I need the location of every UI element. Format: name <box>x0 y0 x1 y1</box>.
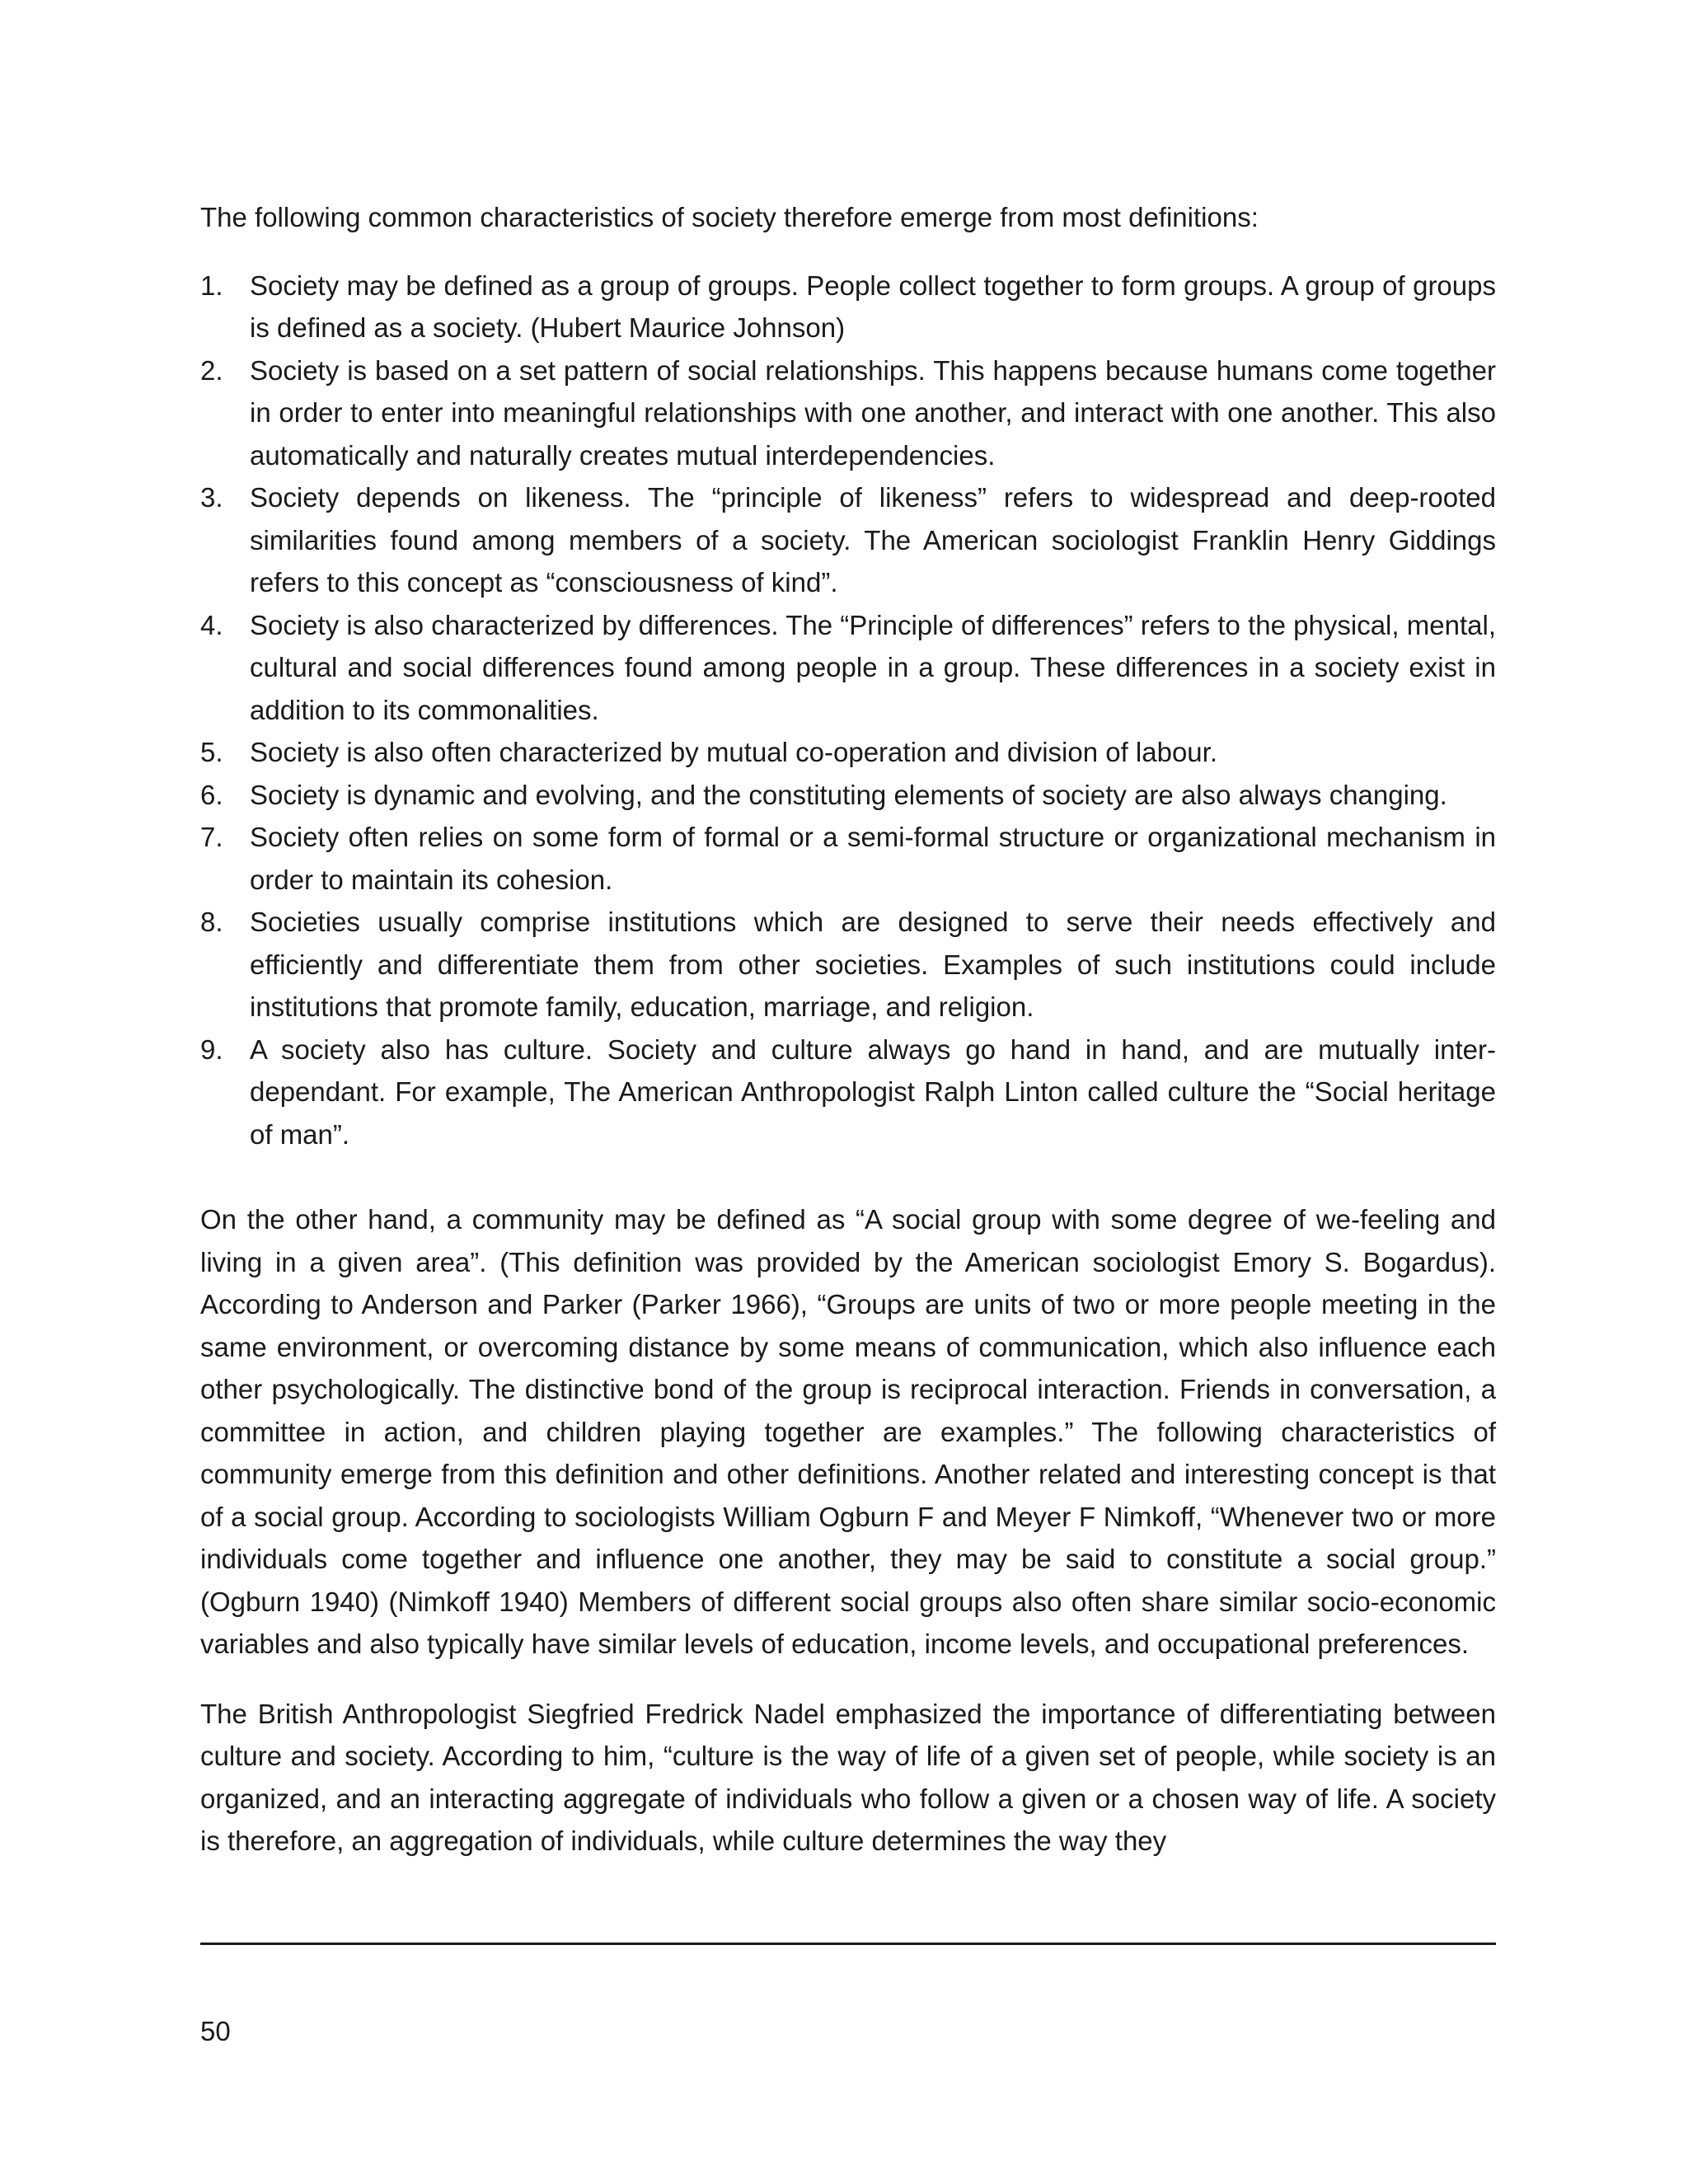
list-item-text: Society is also often characterized by mutual co-operation and division of labour. <box>250 737 1217 767</box>
list-item-number: 9. <box>200 1033 223 1065</box>
list-item <box>200 604 1496 732</box>
intro-paragraph: The following common characteristics of society therefore emerge from most definitions: <box>200 202 1259 232</box>
nadel-paragraph: The British Anthropologist Siegfried Fredrick Nadel emphasized the importance of differentiating between culture and society. According to him, “culture is the way of life of a given set of people, while society is an organized, and an interacting aggregate of individuals who follow a given or a chosen way of life. A society is therefore, an aggregation of individuals, while culture determines the way they <box>200 1698 1496 1856</box>
list-item-text: Society may be defined as a group of groups. People collect together to form groups. A group of groups is defined as a society. (Hubert Maurice Johnson) <box>250 269 1496 343</box>
list-item <box>200 816 1496 901</box>
list-item-number: 8. <box>200 907 223 937</box>
page-number: 50 <box>200 2016 231 2046</box>
list-item-text: Society often relies on some form of formal or a semi-formal structure or organizational mechanism in order to maintain its cohesion. <box>250 822 1496 895</box>
community-paragraph: On the other hand, a community may be defined as “A social group with some degree of we-feeling and living in a given area”. (This definition was provided by the American sociologist Emory S. Bogardus). According to Anderson and Parker (Parker 1966), “Groups are units of two or more people meeting in the same environment, or overcoming distance by some means of communication, which also influence each other psychologically. The distinctive bond of the group is reciprocal interaction. Friends in conversation, a committee in action, and children playing together are examples.” The following characteristics of community emerge from this definition and other definitions. Another related and interesting concept is that of a social group. According to sociologists William Ogburn F and Meyer F Nimkoff, “Whenever two or more individuals come together and influence one another, they may be said to constitute a social group.” (Ogburn 1940) (Nimkoff 1940) Members of different social groups also often share similar socio-economic variables and also typically have similar levels of education, income levels, and occupational preferences. <box>200 1204 1496 1659</box>
list-item-text: Societies usually comprise institutions which are designed to serve their needs effectively and efficiently and differentiate them from other societies. Examples of such institutions could include institutions that promote family, education, marriage, and religion. <box>250 907 1496 1022</box>
list-item-number: 5. <box>200 737 223 767</box>
list-item <box>200 901 1496 1029</box>
list-item <box>200 774 1496 817</box>
list-item-number: 6. <box>200 779 223 810</box>
list-item-number: 1. <box>200 269 223 301</box>
characteristics-list <box>200 265 1496 1156</box>
list-item <box>200 1029 1496 1156</box>
list-item <box>200 476 1496 604</box>
list-item-text: Society is based on a set pattern of social relationships. This happens because humans come together in order to enter into meaningful relationships with one another, and interact with one another. This also automatically and naturally creates mutual interdependencies. <box>250 354 1496 471</box>
list-item-number: 4. <box>200 609 223 640</box>
list-item-text: Society is also characterized by differences. The “Principle of differences” refers to the physical, mental, cultural and social differences found among people in a group. These differences in a society exist in addition to its commonalities. <box>250 609 1496 725</box>
list-item-text: Society depends on likeness. The “principle of likeness” refers to widespread and deep-rooted similarities found among members of a society. The American sociologist Franklin Henry Giddings refers to this concept as “consciousness of kind”. <box>250 482 1496 598</box>
list-item <box>200 349 1496 477</box>
list-item-text: A society also has culture. Society and culture always go hand in hand, and are mutually inter-dependant. For example, The American Anthropologist Ralph Linton called culture the “Social heritage of man”. <box>250 1033 1496 1150</box>
list-item <box>200 265 1496 349</box>
list-item-number: 7. <box>200 822 223 852</box>
list-item-number: 2. <box>200 354 223 386</box>
list-item <box>200 731 1496 774</box>
list-item-text: Society is dynamic and evolving, and the constituting elements of society are also always changing. <box>250 779 1447 810</box>
page-body <box>200 196 1496 1863</box>
list-item-number: 3. <box>200 482 223 513</box>
footer-divider <box>200 1943 1496 1945</box>
